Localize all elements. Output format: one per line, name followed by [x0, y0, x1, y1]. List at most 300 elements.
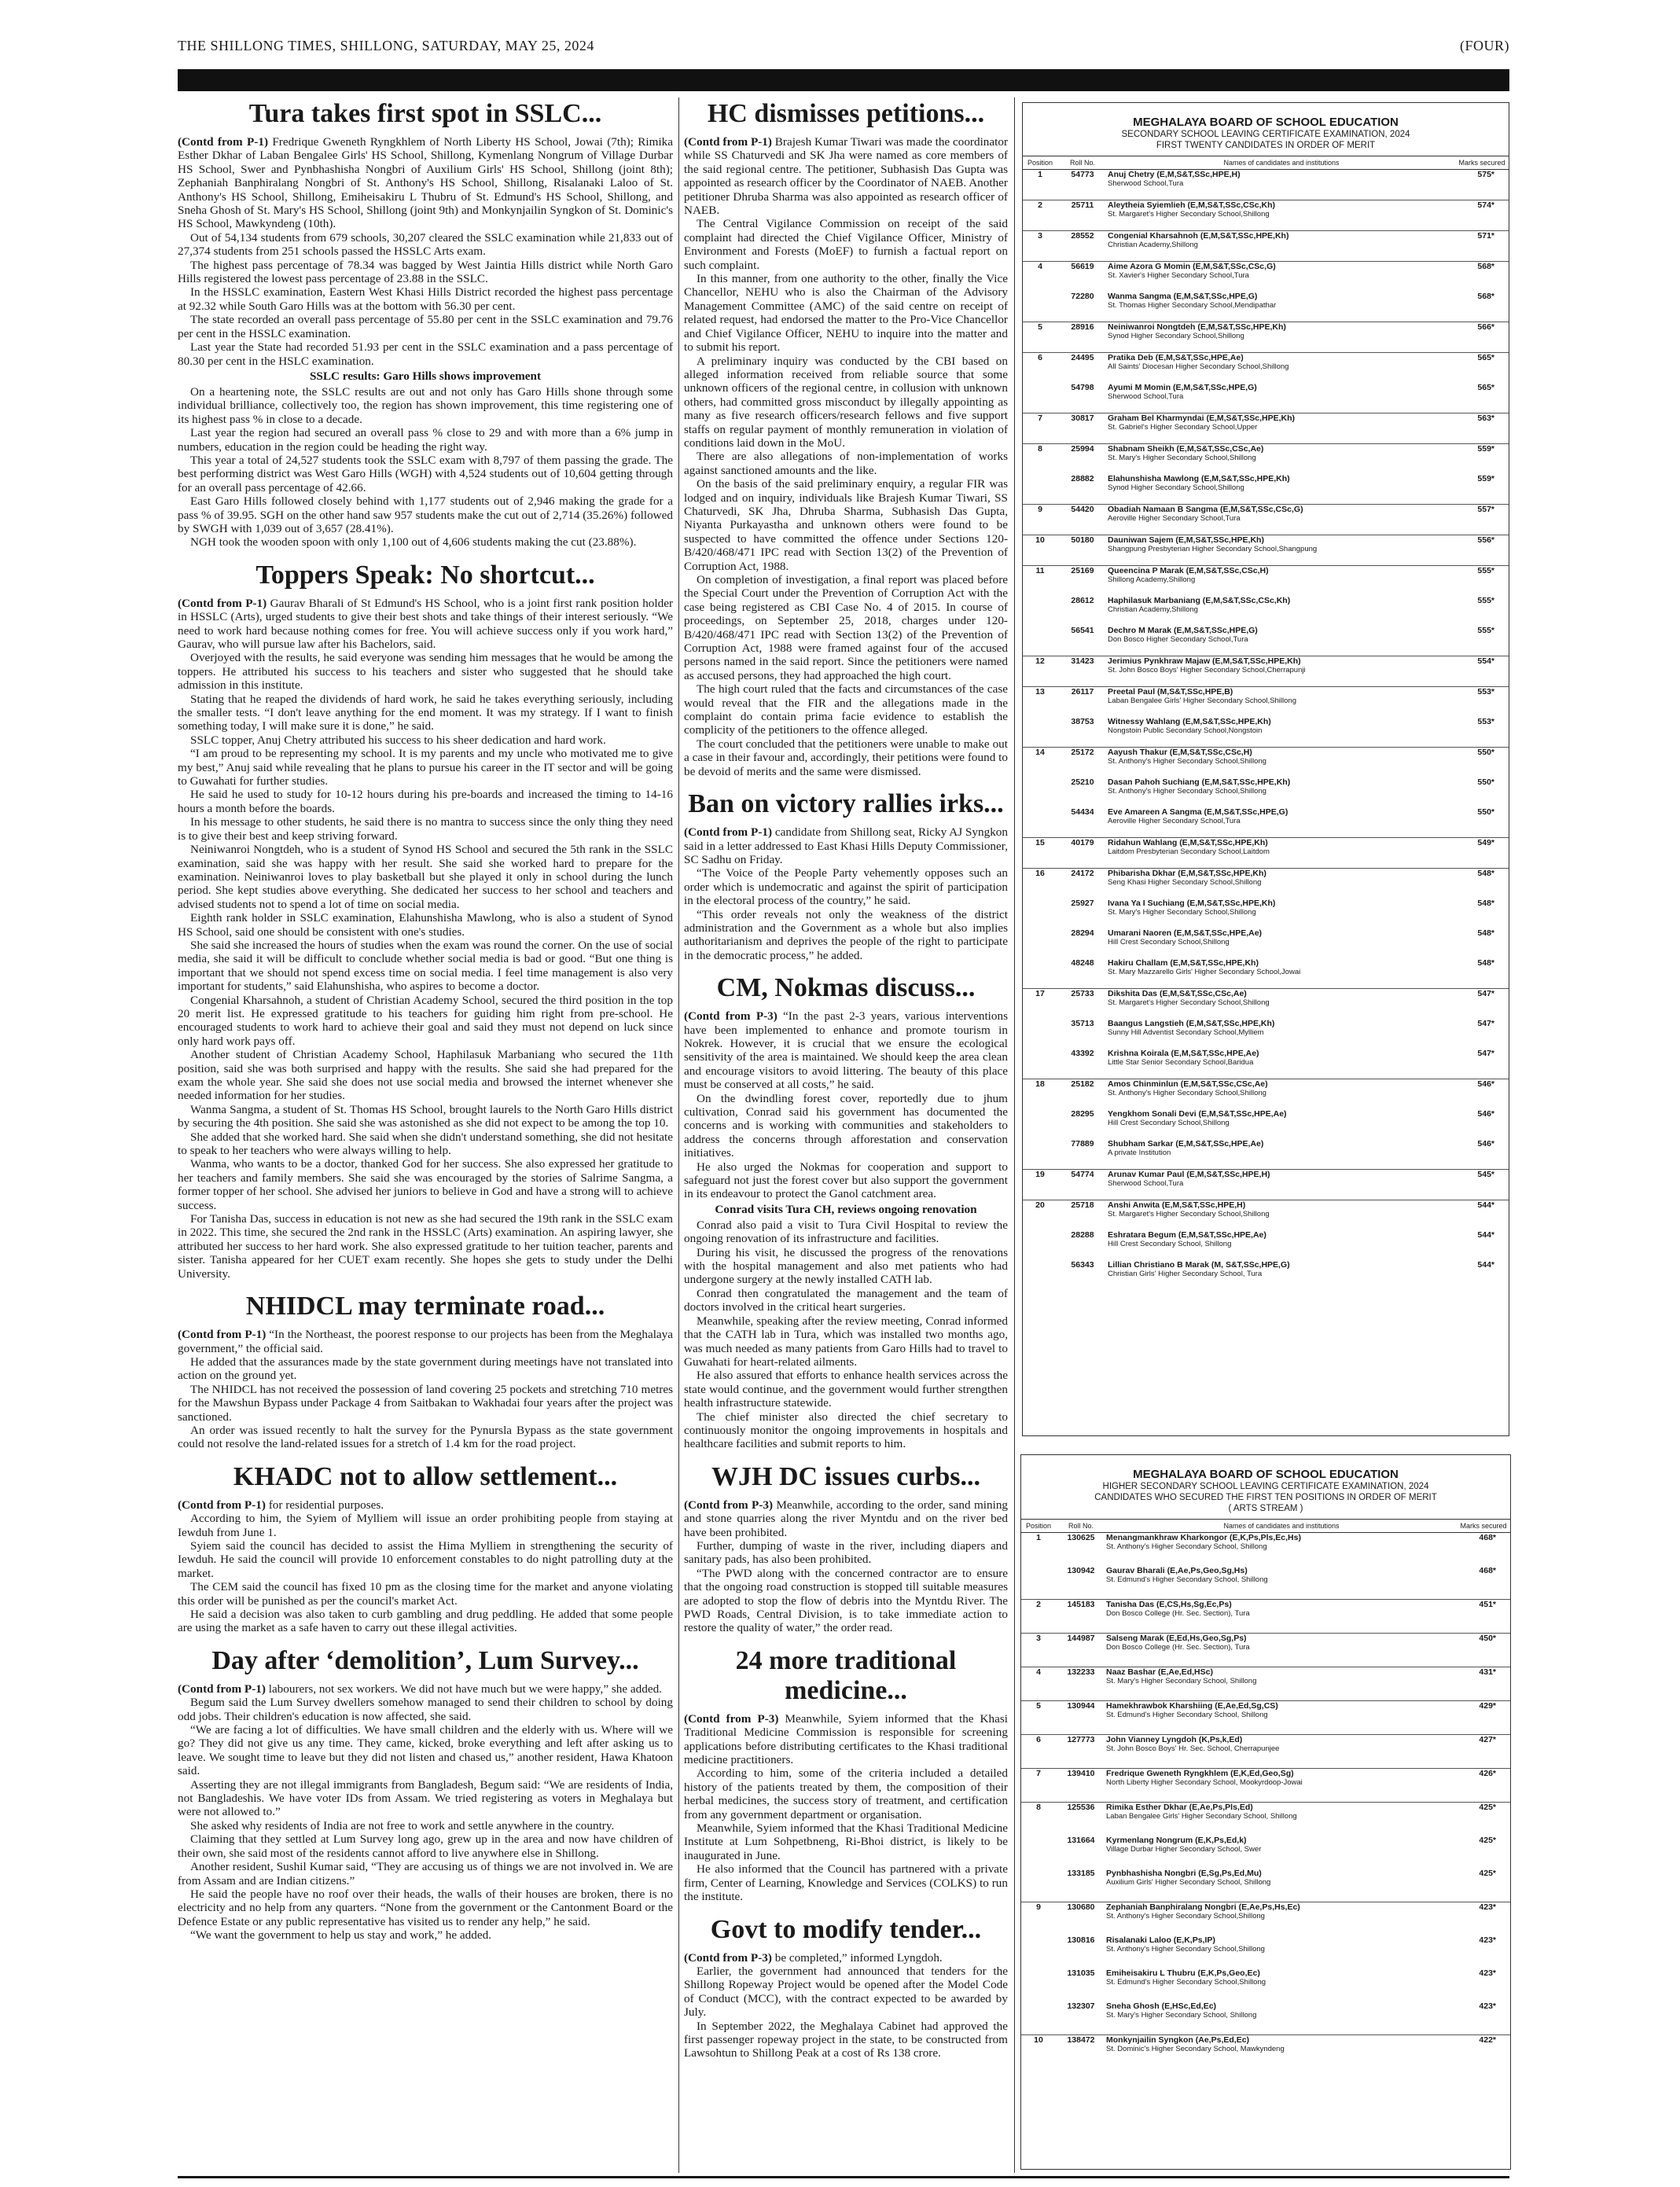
table-row: [1023, 1230, 1509, 1260]
candidate-school: St. Edmund's Higher Secondary School,Shillong: [1106, 1978, 1266, 1987]
table-row: [1021, 1667, 1510, 1701]
candidate-cell: [1108, 928, 1455, 958]
column-header: Marks secured: [1455, 156, 1509, 170]
table-row: [1021, 1803, 1510, 1836]
candidate-school: Hill Crest Secondary School, Shillong: [1108, 1240, 1232, 1248]
continuation-marker: (Contd from P-1): [178, 596, 267, 610]
candidate-name: Aleytheia Syiemlieh (E,M,S&T,SSc,CSc,Kh): [1108, 200, 1275, 210]
candidate-name: Jerimius Pynkhraw Majaw (E,M,S&T,SSc,HPE,Kh): [1108, 656, 1301, 666]
candidate-name: Congenial Kharsahnoh (E,M,S&T,SSc,HPE,Kh): [1108, 231, 1289, 241]
roll-number-cell: 24495: [1057, 353, 1108, 384]
candidate-cell: [1106, 1533, 1457, 1567]
marks-cell: 425*: [1479, 1836, 1496, 1845]
article-paragraph: On the dwindling forest cover, reportedly due to jhum cultivation, Conrad said his government has documented the concerns and is working with communities and stakeholders to address the concerns through afforestation and conservation initiatives.: [684, 1091, 1008, 1160]
candidate-name: Aime Azora G Momin (E,M,S&T,SSc,CSc,G): [1108, 262, 1276, 271]
news-article: [684, 789, 1008, 962]
position-cell: [1023, 958, 1057, 989]
candidate-cell: [1106, 1869, 1457, 1902]
article-paragraph: Out of 54,134 students from 679 schools, 30,207 cleared the SSLC examination while 21,833 out of 27,374 students from 251 schools passed the HSSLC Arts exam.: [178, 230, 673, 259]
roll-number-cell: 56541: [1071, 626, 1094, 635]
position-cell: [1023, 777, 1057, 807]
roll-number-cell: 130942: [1067, 1566, 1095, 1575]
sslc-subtitle: FIRST TWENTY CANDIDATES IN ORDER OF MERIT: [1156, 141, 1376, 150]
candidate-name: Pynbhashisha Nongbri (E,Sg,Ps,Ed,Mu): [1106, 1869, 1262, 1878]
marks-cell: 450*: [1457, 1634, 1510, 1667]
roll-number-cell: 144987: [1056, 1634, 1106, 1667]
candidate-cell: [1108, 1260, 1455, 1290]
article-paragraph: Eighth rank holder in SSLC examination, Elahunshisha Mawlong, who is also a student of Synod HS School, said one should be consistent with one's studies.: [178, 911, 673, 939]
position-cell: 16: [1023, 869, 1057, 899]
position-cell: [1023, 1139, 1057, 1170]
candidate-cell: [1106, 1935, 1457, 1968]
table-row: [1023, 1260, 1509, 1290]
article-subheading: Conrad visits Tura CH, reviews ongoing renovation: [715, 1202, 977, 1216]
article-paragraph: (Contd from P-1) Gaurav Bharali of St Edmund's HS School, who is a joint first rank position holder in HSSLC (Arts), urged students to give their best shots and take things of their interest seriously. “We need to work hard because nothing comes for free. You will achieve success only if you work hard,” Gaurav, who will pursue law after his Bachelors, said.: [178, 596, 674, 651]
candidate-cell: [1108, 200, 1455, 231]
candidate-cell: [1108, 1109, 1455, 1139]
candidate-name: Monkynjailin Syngkon (Ae,Ps,Ed,Ec): [1106, 2035, 1250, 2045]
candidate-name: Krishna Koirala (E,M,S&T,SSc,HPE,Ae): [1108, 1049, 1259, 1058]
sslc-merit-box: [1022, 102, 1509, 1436]
roll-number-cell: 28294: [1071, 928, 1094, 938]
article-paragraph: (Contd from P-1) for residential purposes.: [178, 1498, 384, 1512]
roll-number-cell: 25733: [1057, 989, 1108, 1020]
candidate-name: Salseng Marak (E,Ed,Hs,Geo,Sg,Ps): [1106, 1634, 1247, 1643]
position-cell: [1023, 292, 1057, 322]
candidate-name: Hakiru Challam (E,M,S&T,SSc,HPE,Kh): [1108, 958, 1259, 968]
candidate-cell: [1108, 262, 1455, 292]
marks-cell: 568*: [1455, 262, 1509, 292]
candidate-name: Eshratara Begum (E,M,S&T,SSc,HPE,Ae): [1108, 1230, 1266, 1240]
article-paragraph: Last year the region had secured an overall pass % close to 29 and with more than a 6% jump in numbers, education in the region could be heading the right way.: [178, 426, 673, 454]
roll-number-cell: 28882: [1071, 474, 1094, 483]
table-row: [1023, 322, 1509, 353]
article-paragraph: Asserting they are not illegal immigrants from Bangladesh, Begum said: “We are residents of India, not Bangladeshis. We have voter IDs from Assam. We tried registering as voters in Meghalaya but were not allowed to.”: [178, 1777, 673, 1819]
position-cell: 7: [1023, 414, 1057, 444]
candidate-name: Wanma Sangma (E,M,S&T,SSc,HPE,G): [1108, 292, 1258, 301]
candidate-school: St. Anthony's Higher Secondary School,Shillong: [1106, 1912, 1265, 1921]
position-cell: 6: [1021, 1735, 1056, 1769]
article-body: [684, 1498, 1008, 1635]
table-row: [1021, 1935, 1510, 1968]
candidate-name: Tanisha Das (E,CS,Hs,Sg,Ec,Ps): [1106, 1600, 1232, 1609]
candidate-cell: [1108, 717, 1455, 748]
article-headline: Day after ‘demolition’, Lum Survey...: [211, 1645, 639, 1675]
position-cell: [1021, 1836, 1056, 1869]
candidate-school: Hill Crest Secondary School,Shillong: [1108, 938, 1230, 946]
candidate-cell: [1108, 535, 1455, 566]
article-headline: Ban on victory rallies irks...: [688, 789, 1004, 819]
article-headline: WJH DC issues curbs...: [711, 1461, 980, 1491]
marks-cell: 556*: [1455, 535, 1509, 566]
article-body: [178, 135, 673, 550]
table-row: [1021, 1769, 1510, 1803]
column-header: Names of candidates and institutions: [1108, 156, 1455, 170]
table-row: [1023, 535, 1509, 566]
article-paragraph: (Contd from P-1) “In the Northeast, the poorest response to our projects has been from the Meghalaya government,” the official said.: [178, 1328, 673, 1355]
article-paragraph: He said a decision was also taken to curb gambling and drug peddling. He added that some people are using the market as a safe haven to carry out these illegal activities.: [178, 1608, 673, 1635]
roll-number-cell: 28295: [1071, 1109, 1094, 1119]
news-article: [178, 1462, 673, 1635]
position-cell: 5: [1021, 1701, 1056, 1735]
candidate-school: North Liberty Higher Secondary School, Mookyrdoop-Jowai: [1106, 1778, 1303, 1787]
marks-cell: 426*: [1457, 1769, 1510, 1803]
table-row: [1023, 353, 1509, 384]
article-paragraph: (Contd from P-1) Brajesh Kumar Tiwari was made the coordinator while SS Chaturvedi and SK Jha were named as core members of the said regional centre. The petitioner, Subhasish Das Gupta was appointed as research officer by the Coordinator of NAEB. Another petitioner Dhruba Sharma was also appointed as research officer of NAEB.: [684, 135, 1009, 218]
roll-number-cell: 54420: [1057, 505, 1108, 535]
article-body: [178, 1328, 673, 1451]
candidate-name: Anshi Anwita (E,M,S&T,SSc,HPE,H): [1108, 1200, 1246, 1210]
candidate-name: Obadiah Namaan B Sangma (E,M,S&T,SSc,CSc,G): [1108, 505, 1303, 514]
candidate-school: Aeroville Higher Secondary School,Tura: [1108, 514, 1241, 523]
position-cell: [1023, 474, 1057, 505]
hsslc-subtitle: CANDIDATES WHO SECURED THE FIRST TEN POSITIONS IN ORDER OF MERIT: [1094, 1493, 1437, 1502]
marks-cell: 555*: [1477, 626, 1494, 635]
roll-number-cell: 77889: [1071, 1139, 1094, 1149]
article-paragraph: Last year the State had recorded 51.93 per cent in the SSLC examination and a pass percentage of 80.30 per cent in the HSLC examination.: [178, 340, 673, 368]
position-cell: 3: [1023, 231, 1057, 262]
article-paragraph: She asked why residents of India are not free to work and settle anywhere in the country.: [190, 1818, 615, 1832]
candidate-name: Haphilasuk Marbaniang (E,M,S&T,SSc,CSc,Kh): [1108, 596, 1291, 605]
candidate-cell: [1108, 1079, 1455, 1110]
candidate-school: St. Margaret's Higher Secondary School,Shillong: [1108, 210, 1270, 219]
table-row: [1023, 777, 1509, 807]
marks-cell: 468*: [1479, 1566, 1496, 1575]
marks-cell: 427*: [1457, 1735, 1510, 1769]
article-paragraph: The NHIDCL has not received the possession of land covering 25 pockets and stretching 710 metres for the Mawshun Bypass under Package 4 from Saitbakan to Wakhadai four years after the project was sanctioned.: [178, 1382, 673, 1424]
candidate-name: Ridahun Wahlang (E,M,S&T,SSc,HPE,Kh): [1108, 838, 1268, 847]
candidate-cell: [1108, 958, 1455, 989]
candidate-cell: [1106, 2035, 1457, 2069]
article-paragraph: Wanma Sangma, a student of St. Thomas HS School, brought laurels to the North Garo Hills district by securing the 4th position. She said she was astonished as she did not expect to be among the top 10.: [178, 1102, 673, 1130]
candidate-school: St. Mary Mazzarello Girls' Higher Secondary School,Jowai: [1108, 968, 1301, 976]
candidate-cell: [1108, 1019, 1455, 1049]
marks-cell: 571*: [1455, 231, 1509, 262]
table-row: [1023, 1049, 1509, 1079]
article-paragraph: There are also allegations of non-implementation of works against sanctioned amounts and the like.: [684, 450, 1008, 477]
column-header: Roll No.: [1056, 1520, 1106, 1533]
position-cell: [1021, 1566, 1056, 1600]
roll-number-cell: 133185: [1067, 1869, 1095, 1878]
candidate-cell: [1108, 869, 1455, 899]
candidate-name: Graham Bel Kharmyndai (E,M,S&T,SSc,HPE,Kh): [1108, 414, 1296, 423]
candidate-name: Risalanaki Laloo (E,K,Ps,IP): [1106, 1935, 1215, 1945]
article-paragraph: In this manner, from one authority to the other, finally the Vice Chancellor, NEHU who is also the Chairman of the Advisory Management Committee (AMC) of the said centre on receipt of related request, had endorsed the matter to the Pro-Vice Chancellor and Chief Vigilance Officer, NEHU to inquire into the matter and to submit his report.: [684, 272, 1008, 355]
footer-rule: [178, 2176, 1509, 2178]
candidate-school: St. Gabriel's Higher Secondary School,Upper: [1108, 423, 1258, 432]
candidate-school: St. Anthony's Higher Secondary School,Shillong: [1106, 1945, 1265, 1954]
marks-cell: 549*: [1455, 838, 1509, 869]
news-article: [684, 1462, 1008, 1635]
table-header-row: [1023, 156, 1509, 170]
article-paragraph: “We want the government to help us stay and work,” he added.: [190, 1928, 491, 1943]
article-headline: KHADC not to allow settlement...: [233, 1461, 618, 1491]
candidate-cell: [1106, 1600, 1457, 1634]
position-cell: 10: [1023, 535, 1057, 566]
table-row: [1023, 687, 1509, 718]
position-cell: [1021, 1968, 1056, 2001]
article-headline: NHIDCL may terminate road...: [245, 1292, 605, 1321]
article-paragraph: (Contd from P-3) Meanwhile, Syiem informed that the Khasi Traditional Medicine Commission is responsible for screening applications before distributing certificates to the Khasi traditional medicine practitioners.: [684, 1711, 1008, 1767]
article-paragraph: Begum said the Lum Survey dwellers somehow managed to send their children to school by doing odd jobs. Their children's education is now affected, she said.: [178, 1696, 673, 1723]
roll-number-cell: 25169: [1057, 566, 1108, 597]
continuation-marker: (Contd from P-3): [684, 1711, 779, 1726]
article-body: [684, 1712, 1008, 1904]
article-paragraph: Neiniwanroi Nongtdeh, who is a student of Synod HS School and secured the 5th rank in the SSLC examination, said she was happy with her result. She said she worked hard to prepare for the examination. Neiniwanroi loves to play basketball but she played it only in school during the lunch period. She kept studies above everything. She dedicated her success to her school and teachers and advised students not to spend a lot of time on social media.: [178, 843, 673, 911]
article-paragraph: Meanwhile, speaking after the review meeting, Conrad informed that the CATH lab in Tura, which was installed two months ago, was much needed as many patients from Garo Hills had to travel to Guwahati for heart-related ailments.: [684, 1314, 1008, 1369]
candidate-name: Hamekhrawbok Kharshiing (E,Ae,Ed,Sg,CS): [1106, 1701, 1278, 1711]
roll-number-cell: 25210: [1071, 777, 1094, 787]
table-row: [1023, 444, 1509, 475]
article-paragraph: This year a total of 24,527 students took the SSLC exam with 8,797 of them passing the grade. The best performing district was West Garo Hills (WGH) with 4,524 students out of 10,604 getting through for an overall pass percentage of 42.66.: [178, 453, 673, 494]
candidate-school: Sherwood School,Tura: [1108, 179, 1184, 188]
table-row: [1023, 1200, 1509, 1231]
candidate-cell: [1108, 687, 1455, 718]
position-cell: 1: [1021, 1533, 1056, 1567]
continuation-marker: (Contd from P-1): [178, 1682, 266, 1696]
article-paragraph: The highest pass percentage of 78.34 was bagged by West Jaintia Hills district while North Garo Hills registered the lowest pass percentage of 23.88 in the SSLC.: [178, 258, 673, 286]
column-header: Position: [1021, 1520, 1056, 1533]
marks-cell: 468*: [1457, 1533, 1510, 1567]
candidate-cell: [1106, 1902, 1457, 1936]
marks-cell: 423*: [1457, 1902, 1510, 1936]
candidate-cell: [1108, 566, 1455, 597]
table-row: [1023, 414, 1509, 444]
marks-cell: 555*: [1455, 566, 1509, 597]
position-cell: 4: [1023, 262, 1057, 292]
roll-number-cell: 130625: [1056, 1533, 1106, 1567]
table-row: [1023, 566, 1509, 597]
table-row: [1023, 474, 1509, 505]
article-paragraph: Conrad also paid a visit to Tura Civil Hospital to review the ongoing renovation of its infrastructure and facilities.: [684, 1218, 1008, 1246]
candidate-school: Laban Bengalee Girls' Higher Secondary School, Shillong: [1106, 1812, 1297, 1821]
candidate-cell: [1108, 656, 1455, 687]
candidate-name: Baangus Langstieh (E,M,S&T,SSc,HPE,Kh): [1108, 1019, 1275, 1028]
position-cell: 8: [1023, 444, 1057, 475]
candidate-cell: [1108, 1049, 1455, 1079]
candidate-school: St. Xavier's Higher Secondary School,Tura: [1108, 271, 1249, 280]
table-row: [1021, 1566, 1510, 1600]
roll-number-cell: 145183: [1056, 1600, 1106, 1634]
marks-cell: 544*: [1477, 1260, 1494, 1270]
position-cell: 17: [1023, 989, 1057, 1020]
table-row: [1023, 200, 1509, 231]
candidate-school: Don Bosco College (Hr. Sec. Section), Tura: [1106, 1609, 1250, 1618]
header-rule: [178, 69, 1509, 91]
candidate-name: Rimika Esther Dkhar (E,Ae,Ps,Pls,Ed): [1106, 1803, 1253, 1812]
roll-number-cell: 56619: [1057, 262, 1108, 292]
roll-number-cell: 127773: [1056, 1735, 1106, 1769]
article-paragraph: Meanwhile, Syiem informed that the Khasi Traditional Medicine Institute at Lum Sohpetbneng, Ri-Bhoi district, is likely to be inaugurated in June.: [684, 1821, 1008, 1862]
candidate-cell: [1108, 1230, 1455, 1260]
table-header-row: [1021, 1520, 1510, 1533]
candidate-school: St. Mary's Higher Secondary School,Shillong: [1108, 908, 1256, 917]
marks-cell: 451*: [1457, 1600, 1510, 1634]
candidate-school: St. Margaret's Higher Secondary School,Shillong: [1108, 1210, 1270, 1218]
position-cell: 19: [1023, 1170, 1057, 1200]
roll-number-cell: 72280: [1071, 292, 1094, 301]
candidate-cell: [1106, 1803, 1457, 1836]
candidate-cell: [1108, 414, 1455, 444]
marks-cell: 550*: [1477, 807, 1494, 817]
article-headline: Tura takes first spot in SSLC...: [248, 99, 602, 128]
article-paragraph: She said she increased the hours of studies when the exam was round the corner. On the use of social media, she said it will be difficult to conclude whether social media is bad or good. “But one thing is important that we should not spend excess time on social media. I feel time management is also very important for students,” said Elahunshisha, who aspires to become a doctor.: [178, 938, 673, 994]
article-paragraph: He also assured that efforts to enhance health services across the state would continue, and the government would further strengthen health infrastructure statewide.: [684, 1369, 1008, 1410]
article-paragraph: In September 2022, the Meghalaya Cabinet had approved the first passenger ropeway project in the state, to be constructed from Lawsohtun to Shillong Peak at a cost of Rs 138 crore.: [684, 2019, 1008, 2060]
candidate-school: St. Anthony's Higher Secondary School,Shillong: [1108, 757, 1266, 766]
table-row: [1021, 1701, 1510, 1735]
position-cell: [1021, 1935, 1056, 1968]
article-paragraph: In his message to other students, he said there is no mantra to success since the only thing they need is to give their best and keep striving forward.: [178, 815, 673, 843]
table-row: [1021, 2001, 1510, 2035]
table-row: [1023, 505, 1509, 535]
candidate-school: Christian Academy,Shillong: [1108, 605, 1198, 614]
marks-cell: 559*: [1477, 474, 1494, 483]
table-row: [1021, 2035, 1510, 2069]
article-paragraph: (Contd from P-1) Fredrique Gweneth Ryngkhlem of North Liberty HS School, Jowai (7th); Rimika Esther Dkhar of Laban Bengalee Girls' HS School, Shillong, Kymenlang Nongrum of Village Durbar HS School, Swer and Pynbhashisha Nongbri of Auxilium Girls' HS School, Shillong (joint 8th); Zephaniah Banphiralang Nongbri of St. Anthony's HS School, Shillong, Risalanaki Laloo of St. Anthony's HS School, Shillong, Emiheisakiru L Thubru of St. Edmund's HS School, Shillong, and Sneha Ghosh of St. Mary's HS School, Shillong (joint 9th) and Monkynjailin Syngkon of St. Dominic's HS School, Mawkyndeng (10th).: [178, 135, 673, 231]
position-cell: 1: [1023, 170, 1057, 200]
candidate-cell: [1108, 474, 1455, 505]
article-paragraph: For Tanisha Das, success in education is not new as she had secured the 19th rank in the SSLC exam in 2022. This time, she secured the 2nd rank in the HSSLC (Arts) examination. An aspiring lawyer, she attributed her success to her hard work. She also expressed gratitude to her tuition teacher, parents and sister. Tanisha appeared for her CUET exam recently. She hopes she gets to study under the Delhi University.: [178, 1212, 673, 1281]
article-paragraph: On completion of investigation, a final report was placed before the Special Court under the Prevention of Corruption Act with the case being registered as CBI Case No. 4 of 2015. In course of proceedings, on September 25, 2018, charges under 120-B/420/468/471 IPC read with Section 13(2) of the Prevention of Corruption Act, 1988 were framed against four of the accused persons named in the said report. Since the petitioners were named as accused persons, they had approached the high court.: [684, 573, 1008, 682]
position-cell: 2: [1021, 1600, 1056, 1634]
roll-number-cell: 54773: [1057, 170, 1108, 200]
sslc-merit-table: [1023, 156, 1509, 1290]
position-cell: [1023, 1109, 1057, 1139]
article-paragraph: During his visit, he discussed the progress of the renovations with the hospital management and also met patients who had undergone surgery at the newly installed CATH lab.: [684, 1245, 1008, 1287]
table-row: [1021, 1836, 1510, 1869]
position-cell: [1023, 596, 1057, 626]
marks-cell: 548*: [1477, 928, 1494, 938]
candidate-school: St. Anthony's Higher Secondary School,Shillong: [1108, 787, 1266, 796]
candidate-school: St. Mary's Higher Secondary School, Shillong: [1106, 1677, 1257, 1685]
roll-number-cell: 130944: [1056, 1701, 1106, 1735]
table-row: [1023, 899, 1509, 928]
candidate-cell: [1108, 989, 1455, 1020]
table-row: [1023, 626, 1509, 656]
candidate-name: Preetal Paul (M,S&T,SSc,HPE,B): [1108, 687, 1233, 697]
position-cell: [1023, 383, 1057, 414]
news-article: [178, 99, 673, 550]
marks-cell: 557*: [1455, 505, 1509, 535]
table-row: [1023, 1019, 1509, 1049]
position-cell: 13: [1023, 687, 1057, 718]
candidate-cell: [1108, 596, 1455, 626]
candidate-cell: [1108, 353, 1455, 384]
candidate-name: Witnessy Wahlang (E,M,S&T,SSc,HPE,Kh): [1108, 717, 1271, 726]
continuation-marker: (Contd from P-3): [684, 1950, 772, 1965]
marks-cell: 548*: [1477, 958, 1494, 968]
table-row: [1023, 807, 1509, 838]
candidate-school: Hill Crest Secondary School,Shillong: [1108, 1119, 1230, 1127]
article-paragraph: East Garo Hills followed closely behind with 1,177 students out of 2,946 making the grade for a pass % of 39.95. SGH on the other hand saw 957 students make the cut out of 2,714 (35.26%) followed by SWGH with 1,039 out of 3,657 (28.41%).: [178, 494, 673, 535]
column-divider: [1014, 97, 1015, 2173]
column-middle: [684, 97, 1008, 2071]
article-paragraph: “The Voice of the People Party vehemently opposes such an order which is undemocratic and against the spirit of participation in the electoral process of the country,” he said.: [684, 866, 1008, 908]
marks-cell: 553*: [1477, 717, 1494, 726]
candidate-school: Laban Bengalee Girls' Higher Secondary School,Shillong: [1108, 697, 1296, 705]
article-paragraph: Conrad then congratulated the management and the team of doctors involved in the critical heart surgeries.: [684, 1286, 1008, 1314]
continuation-marker: (Contd from P-1): [178, 135, 269, 149]
marks-cell: 546*: [1477, 1109, 1494, 1119]
article-paragraph: (Contd from P-1) candidate from Shillong seat, Ricky AJ Syngkon said in a letter addressed to East Khasi Hills Deputy Commissioner, SC Sadhu on Friday.: [684, 825, 1008, 866]
table-row: [1023, 170, 1509, 200]
candidate-name: Lillian Christiano B Marak (M, S&T,SSc,HPE,G): [1108, 1260, 1290, 1270]
marks-cell: 422*: [1457, 2035, 1510, 2069]
hsslc-subtitle: HIGHER SECONDARY SCHOOL LEAVING CERTIFICATE EXAMINATION, 2024: [1102, 1482, 1429, 1491]
article-paragraph: Further, dumping of waste in the river, including diapers and sanitary pads, has also been prohibited.: [684, 1538, 1008, 1567]
candidate-cell: [1106, 1735, 1457, 1769]
candidate-cell: [1106, 1701, 1457, 1735]
article-headline: HC dismisses petitions...: [707, 99, 985, 128]
position-cell: [1023, 1049, 1057, 1079]
continuation-marker: (Contd from P-1): [684, 135, 772, 149]
candidate-school: Christian Academy,Shillong: [1108, 241, 1198, 249]
candidate-school: Seng Khasi Higher Secondary School,Shillong: [1108, 878, 1262, 887]
candidate-school: St. Edmund's Higher Secondary School, Shillong: [1106, 1575, 1268, 1584]
candidate-cell: [1108, 1200, 1455, 1231]
position-cell: 2: [1023, 200, 1057, 231]
table-row: [1023, 262, 1509, 292]
article-paragraph: He said he used to study for 10-12 hours during his pre-boards and increased the timing to 14-16 hours a month before the boards.: [178, 788, 673, 815]
position-cell: [1021, 2001, 1056, 2035]
position-cell: 8: [1021, 1803, 1056, 1836]
hsslc-merit-table: [1021, 1519, 1510, 2068]
table-row: [1023, 717, 1509, 748]
candidate-school: Christian Girls' Higher Secondary School, Tura: [1108, 1270, 1263, 1278]
candidate-school: St. Anthony's Higher Secondary School, Shillong: [1106, 1542, 1267, 1551]
column-header: Position: [1023, 156, 1057, 170]
candidate-school: Shangpung Presbyterian Higher Secondary School,Shangpung: [1108, 545, 1318, 553]
roll-number-cell: 25994: [1057, 444, 1108, 475]
marks-cell: 555*: [1477, 596, 1494, 605]
position-cell: 6: [1023, 353, 1057, 384]
marks-cell: 546*: [1477, 1139, 1494, 1149]
candidate-name: John Vianney Lyngdoh (K,Ps,k,Ed): [1106, 1735, 1243, 1744]
marks-cell: 565*: [1477, 383, 1494, 392]
roll-number-cell: 25927: [1071, 899, 1094, 908]
hsslc-subtitle: ( ARTS STREAM ): [1228, 1504, 1303, 1513]
marks-cell: 423*: [1479, 1968, 1496, 1978]
roll-number-cell: 130816: [1067, 1935, 1095, 1945]
sslc-subtitle: SECONDARY SCHOOL LEAVING CERTIFICATE EXAMINATION, 2024: [1121, 130, 1410, 139]
marks-cell: 566*: [1455, 322, 1509, 353]
candidate-cell: [1108, 626, 1455, 656]
article-paragraph: “This order reveals not only the weakness of the district administration and the Government as a whole but also implies authoritarianism and deprives the people of the right to participate in the democratic process,” he added.: [684, 907, 1008, 962]
table-row: [1021, 1735, 1510, 1769]
column-divider: [678, 97, 679, 2173]
hsslc-merit-box: [1020, 1454, 1511, 2170]
table-row: [1023, 292, 1509, 322]
news-article: [684, 1915, 1008, 2060]
marks-cell: 544*: [1477, 1230, 1494, 1240]
marks-cell: 548*: [1455, 869, 1509, 899]
article-body: [684, 1009, 1008, 1451]
position-cell: 14: [1023, 748, 1057, 778]
article-paragraph: In the HSSLC examination, Eastern West Khasi Hills District recorded the highest pass percentage at 92.32 while South Garo Hills was at the bottom with 56.30 per cent.: [178, 285, 673, 313]
candidate-name: Sneha Ghosh (E,HSc,Ed,Ec): [1106, 2001, 1217, 2011]
article-paragraph: The chief minister also directed the chief secretary to continuously monitor the ongoing improvements in hospitals and healthcare facilities and submit reports to him.: [684, 1410, 1008, 1451]
table-row: [1021, 1600, 1510, 1634]
roll-number-cell: 28288: [1071, 1230, 1094, 1240]
article-paragraph: “I am proud to be representing my school. It is my parents and my uncle who motivated me to give my best,” Anuj said while revealing that he plans to pursue his career in the IT sector and will be going to Guwahati for further studies.: [178, 747, 673, 788]
candidate-cell: [1106, 1968, 1457, 2001]
continuation-marker: (Contd from P-3): [684, 1498, 774, 1512]
candidate-school: Nongstoin Public Secondary School,Nongstoin: [1108, 726, 1263, 735]
position-cell: 9: [1023, 505, 1057, 535]
marks-cell: 423*: [1479, 1935, 1496, 1945]
position-cell: [1023, 1260, 1057, 1290]
